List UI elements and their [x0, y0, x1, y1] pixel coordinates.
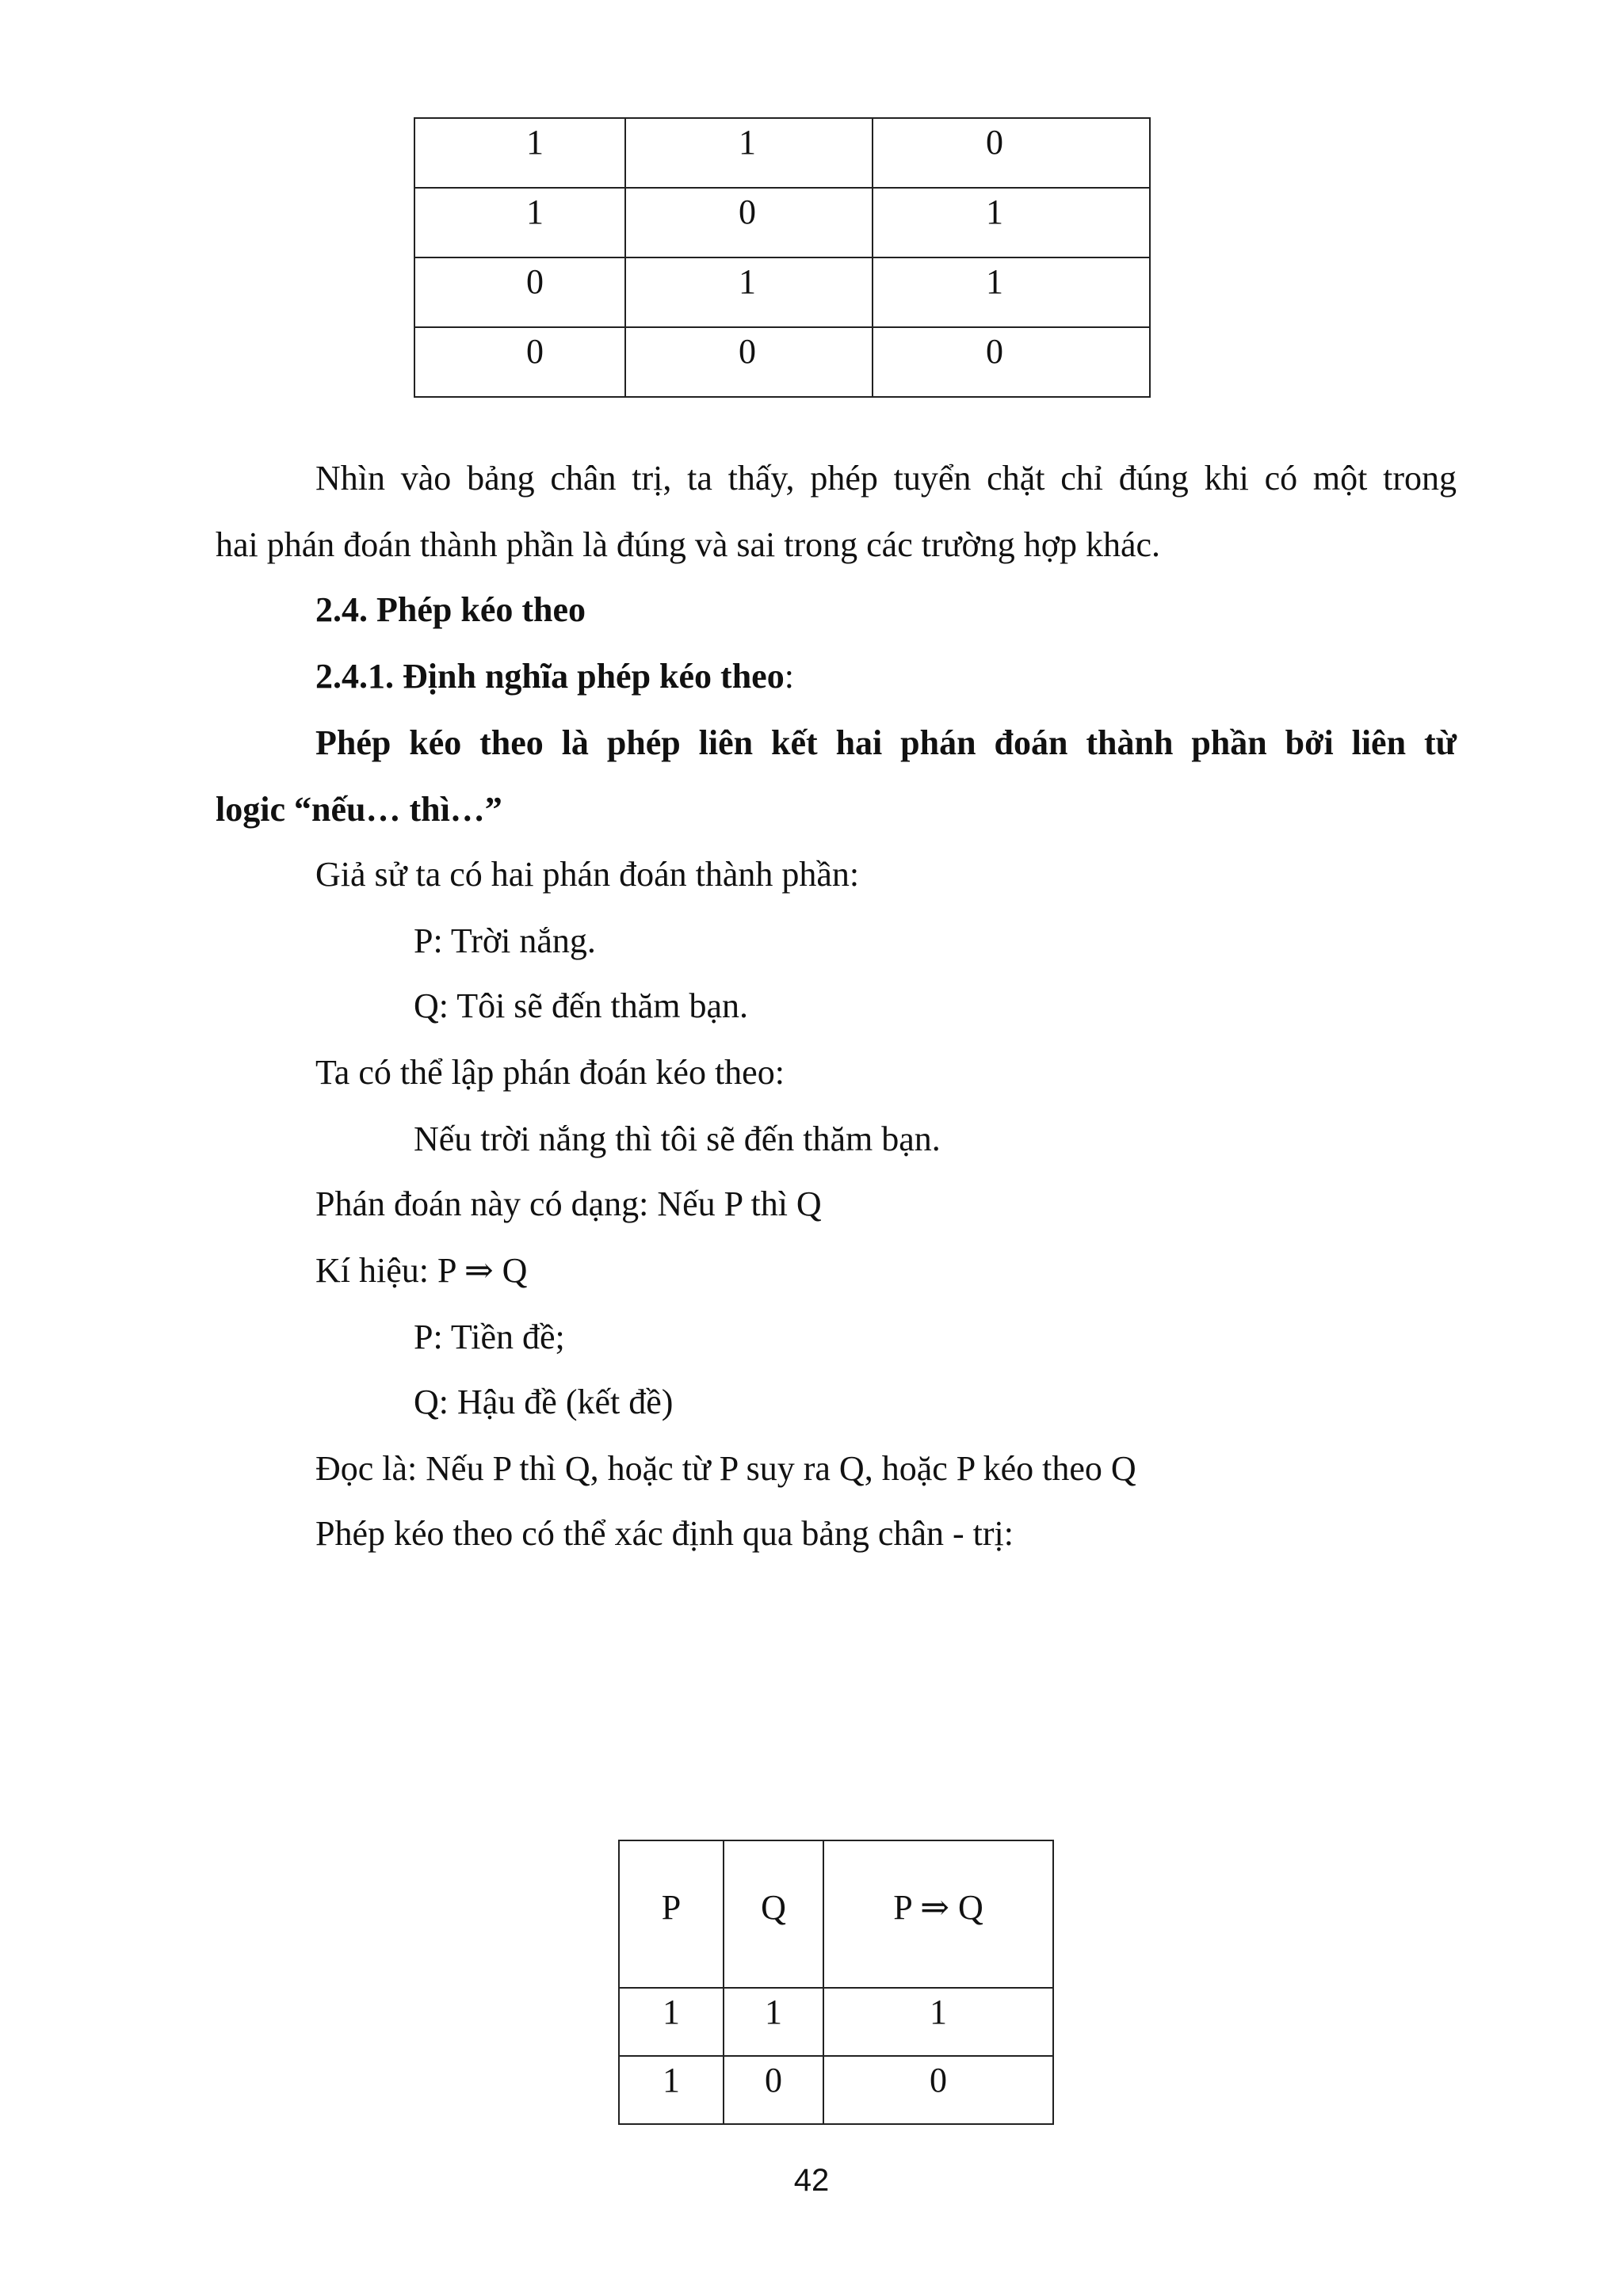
implication-truth-table [618, 1840, 1054, 2125]
table-cell: 1 [619, 2056, 724, 2124]
subsection-title: 2.4.1. Định nghĩa phép kéo theo [315, 657, 785, 696]
table-cell: 0 [873, 327, 1150, 397]
table-cell: 1 [873, 257, 1150, 327]
paragraph-line: hai phán đoán thành phần là đúng và sai trong các trường hợp khác. [216, 525, 1161, 564]
body-line: P: Trời nắng. [414, 921, 596, 960]
table-cell: 1 [873, 188, 1150, 257]
table-cell: 1 [414, 118, 625, 188]
body-line: Ta có thể lập phán đoán kéo theo: [315, 1053, 785, 1092]
body-line: P: Tiền đề; [414, 1318, 565, 1356]
table-row [414, 257, 1150, 327]
paragraph-line: Nhìn vào bảng chân trị, ta thấy, phép tuyển chặt chỉ đúng khi có một trong [315, 459, 1457, 498]
body-line: Phán đoán này có dạng: Nếu P thì Q [315, 1184, 822, 1223]
body-line: Q: Tôi sẽ đến thăm bạn. [414, 986, 748, 1025]
table-cell: 0 [873, 118, 1150, 188]
page-number: 42 [793, 2163, 830, 2198]
body-line: Giả sử ta có hai phán đoán thành phần: [315, 855, 860, 894]
table-cell: 1 [414, 188, 625, 257]
table-cell: 1 [625, 118, 873, 188]
table-cell: 0 [414, 257, 625, 327]
table-cell: 0 [625, 327, 873, 397]
table-header-row [619, 1840, 1053, 1988]
strict-disjunction-truth-table [414, 117, 1151, 398]
table-cell: 0 [414, 327, 625, 397]
table-cell: 1 [625, 257, 873, 327]
table-header-cell: P [619, 1840, 724, 1988]
subsection-colon: : [784, 657, 794, 696]
table-header-cell: P ⇒ Q [823, 1840, 1053, 1988]
table-row [619, 2056, 1053, 2124]
table-row [414, 188, 1150, 257]
table-row [414, 118, 1150, 188]
definition-line: logic “nếu… thì…” [216, 790, 502, 829]
table-row [619, 1988, 1053, 2056]
table-cell: 0 [724, 2056, 823, 2124]
definition-line: Phép kéo theo là phép liên kết hai phán đoán thành phần bởi liên từ [315, 723, 1457, 762]
table-header-cell: Q [724, 1840, 823, 1988]
table-cell: 1 [724, 1988, 823, 2056]
section-heading: 2.4. Phép kéo theo [315, 590, 586, 629]
table-row [414, 327, 1150, 397]
body-line: Kí hiệu: P ⇒ Q [315, 1251, 528, 1290]
body-line: Q: Hậu đề (kết đề) [414, 1383, 674, 1421]
subsection-heading [315, 654, 794, 699]
table-cell: 0 [625, 188, 873, 257]
table-cell: 0 [823, 2056, 1053, 2124]
table-cell: 1 [823, 1988, 1053, 2056]
table-cell: 1 [619, 1988, 724, 2056]
body-line: Phép kéo theo có thể xác định qua bảng chân - trị: [315, 1514, 1014, 1553]
body-line: Nếu trời nắng thì tôi sẽ đến thăm bạn. [414, 1119, 941, 1158]
body-line: Đọc là: Nếu P thì Q, hoặc từ P suy ra Q, hoặc P kéo theo Q [315, 1449, 1136, 1488]
